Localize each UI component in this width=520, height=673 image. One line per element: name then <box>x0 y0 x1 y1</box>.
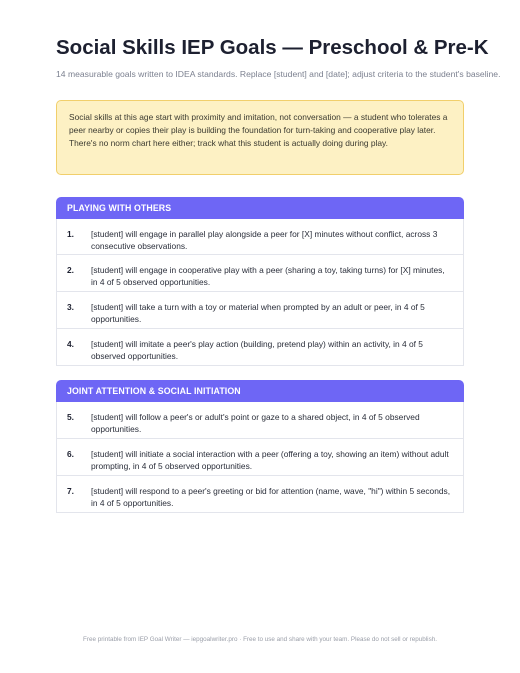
page-title: Social Skills IEP Goals — Preschool & Pre-K <box>56 36 489 59</box>
goal-item <box>56 292 464 329</box>
section-header: JOINT ATTENTION & SOCIAL INITIATION <box>56 380 464 402</box>
goal-text: [student] will follow a peer's or adult's point or gaze to a shared object, in 4 of 5 observed opportunities. <box>91 412 420 434</box>
goal-number: 2. <box>67 265 74 275</box>
section-playing-with-others <box>56 197 464 366</box>
goal-text: [student] will imitate a peer's play action (building, pretend play) within an activity, in 4 of 5 observed opportunities. <box>91 339 423 361</box>
goal-item <box>56 255 464 292</box>
goal-number: 6. <box>67 449 74 459</box>
goal-text: [student] will engage in cooperative play with a peer (sharing a toy, taking turns) for [X] minutes, in 4 of 5 observed opportunities. <box>91 265 445 287</box>
goal-item <box>56 329 464 366</box>
goal-number: 4. <box>67 339 74 349</box>
goal-number: 5. <box>67 412 74 422</box>
goal-number: 1. <box>67 229 74 239</box>
goal-item <box>56 476 464 513</box>
intro-callout-text: Social skills at this age start with proximity and imitation, not conversation — a student who tolerates a peer nearby or copies their play is building the foundation for turn-taking and cooperative play later. There's no norm chart here either; track what this student is actually doing during play. <box>69 112 448 148</box>
page-footer: Free printable from IEP Goal Writer — iepgoalwriter.pro · Free to use and share with your team. Please do not sell or republish. <box>83 636 437 643</box>
section-joint-attention <box>56 380 464 513</box>
goal-number: 3. <box>67 302 74 312</box>
goal-text: [student] will respond to a peer's greeting or bid for attention (name, wave, "hi") within 5 seconds, in 4 of 5 opportunities. <box>91 486 451 508</box>
goal-item <box>56 439 464 476</box>
intro-callout <box>56 100 464 175</box>
goal-text: [student] will take a turn with a toy or material when prompted by an adult or peer, in 4 of 5 opportunities. <box>91 302 425 324</box>
goal-number: 7. <box>67 486 74 496</box>
goal-item <box>56 219 464 255</box>
goal-item <box>56 402 464 439</box>
goal-text: [student] will initiate a social interaction with a peer (offering a toy, showing an item) without adult prompting, in 4 of 5 observed opportunities. <box>91 449 449 471</box>
section-header: PLAYING WITH OTHERS <box>56 197 464 219</box>
goal-text: [student] will engage in parallel play alongside a peer for [X] minutes without conflict, across 3 consecutive observations. <box>91 229 438 251</box>
page-subtitle: 14 measurable goals written to IDEA standards. Replace [student] and [date]; adjust criteria to the student's baseline. <box>56 69 501 79</box>
